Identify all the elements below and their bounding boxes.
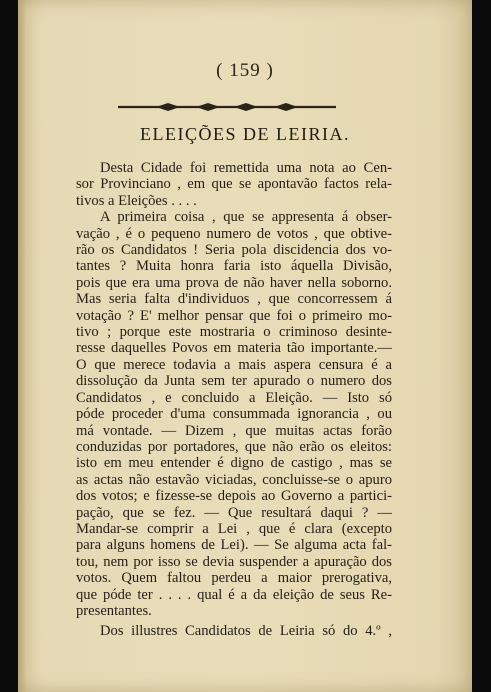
article-heading: ELEIÇÕES DE LEIRIA. — [140, 124, 350, 144]
text-line: O que merece todavia a mais aspera censura é a — [76, 356, 392, 373]
text-line: presentantes. — [76, 602, 152, 619]
text-line: Desta Cidade foi remettida uma nota ao Cen- — [100, 160, 392, 176]
text-line: tivo ; porque este mostraria o criminoso desinte- — [76, 324, 392, 341]
text-line: tivos a Eleições . . . . — [76, 192, 197, 209]
text-line: resse daquelles Povos em materia tão importante.— — [76, 340, 392, 357]
text-line: vação , é o pequeno numero de votos , que obtive- — [76, 225, 392, 242]
text-line: má vontade. — Dizem , que muitas actas forão — [76, 422, 392, 439]
text-line: Mas seria falta d'individuos , que concorressem á — [76, 291, 392, 308]
text-line: sor Provinciano , em que se apontavão factos rela- — [76, 176, 392, 193]
text-line: tou, nem por isso se devia suspender a apuração dos — [76, 553, 392, 570]
article-body — [76, 160, 392, 640]
text-line: pação, que se fez. — Que resultará daqui ? — — [76, 504, 392, 521]
text-line: dissolução da Junta sem ter apurado o numero dos — [76, 373, 392, 390]
text-line: Candidatos , e concluido a Eleição. — Isto só — [76, 389, 392, 406]
text-line: votação ? E' melhor pensar que foi o primeiro mo- — [76, 307, 392, 324]
text-line: conduzidas por portadores, que não erão os eleitos: — [76, 438, 392, 455]
text-line: pois que era uma prova de não haver nella soborno. — [76, 274, 392, 291]
page-number: ( 159 ) — [216, 60, 274, 81]
ornamental-rule — [116, 100, 338, 114]
text-line: para alguns homens de Lei). — Se alguma acta fal- — [76, 537, 392, 554]
text-line: Mandar-se comprir a Lei , que é clara (excepto — [76, 520, 392, 537]
text-line: que póde ter . . . . qual é a da eleição de seus Re- — [76, 586, 392, 603]
text-line: as actas não estavão viciadas, concluisse-se o apuro — [76, 471, 392, 488]
text-line: A primeira coisa , que se appresenta á obser- — [100, 209, 392, 226]
text-line: tantes ? Muita honra faria isto áquella Divisão, — [76, 258, 392, 275]
text-line: rão os Candidatos ! Seria pola discidencia dos vo- — [76, 242, 392, 259]
book-page — [18, 0, 472, 692]
text-line: votos. Quem faltou perdeu a maior prerogativa, — [76, 570, 392, 587]
text-line: póde proceder d'uma consummada ignorancia , ou — [76, 406, 392, 423]
text-line: dos votos; e fizesse-se depois ao Governo a partici- — [76, 488, 392, 505]
text-line: isto em meu entender é digno de castigo , mas se — [76, 455, 392, 472]
catchword-line: Dos illustres Candidatos de Leiria só do 4.º , — [100, 623, 392, 640]
page-gutter-shadow — [18, 0, 26, 692]
